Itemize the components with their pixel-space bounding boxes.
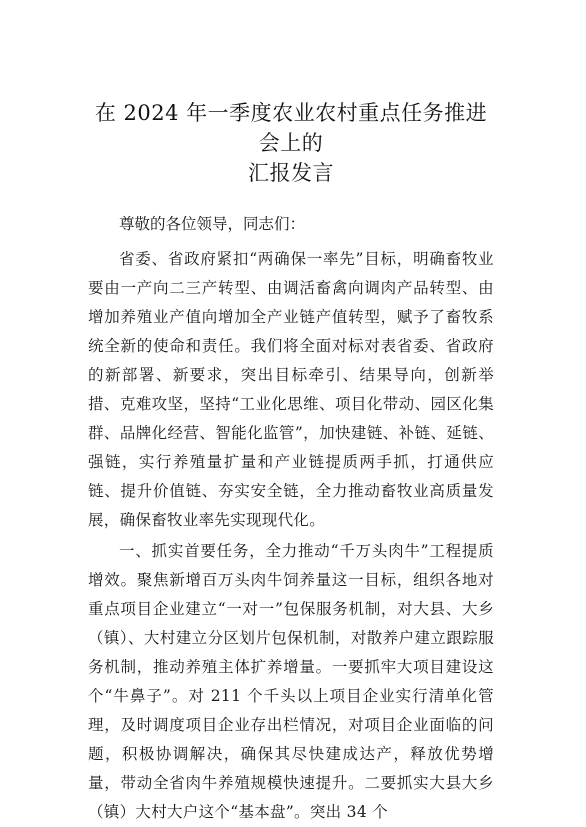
title-line-2: 汇报发言 (248, 161, 334, 185)
paragraph-section-one: 一、抓实首要任务，全力推动“千万头肉牛”工程提质增效。聚焦新增百万头肉牛饲养量这一目标，组织各地对重点项目企业建立“一对一”包保服务机制，对大县、大乡（镇）、大村建立分区划片包保机制，对散养户建立跟踪服务机制，推动养殖主体扩养增量。一要抓牢大项目建设这个“牛鼻子”。对 211 个千头以上项目企业实行清单化管理，及时调度项目企业存出栏情况，对项目企业面临的问题，积极协调解决，确保其尽快建成达产，释放优势增量，带动全省肉牛养殖规模快速提升。二要抓实大县大乡（镇）大村大户这个“基本盘”。突出 34 个 (88, 542, 494, 821)
paragraph-intro: 省委、省政府紧扣“两确保一率先”目标，明确畜牧业要由一产向二三产转型、由调活畜禽向调肉产品转型、由增加养殖业产值向增加全产业链产值转型，赋予了畜牧系统全新的使命和责任。我们将全面对标对表省委、省政府的新部署、新要求，突出目标牵引、结果导向，创新举措、克难攻坚，坚持“工业化思维、项目化带动、园区化集群、品牌化经营、智能化监管”，加快建链、补链、延链、强链，实行养殖量扩量和产业链提质两手抓，打通供应链、提升价值链、夯实安全链，全力推动畜牧业高质量发展，确保畜牧业率先实现现代化。 (88, 250, 494, 529)
title-line-1: 在 2024 年一季度农业农村重点任务推进会上的 (94, 101, 488, 155)
document-title (88, 98, 494, 188)
salutation: 尊敬的各位领导，同志们： (119, 215, 306, 233)
